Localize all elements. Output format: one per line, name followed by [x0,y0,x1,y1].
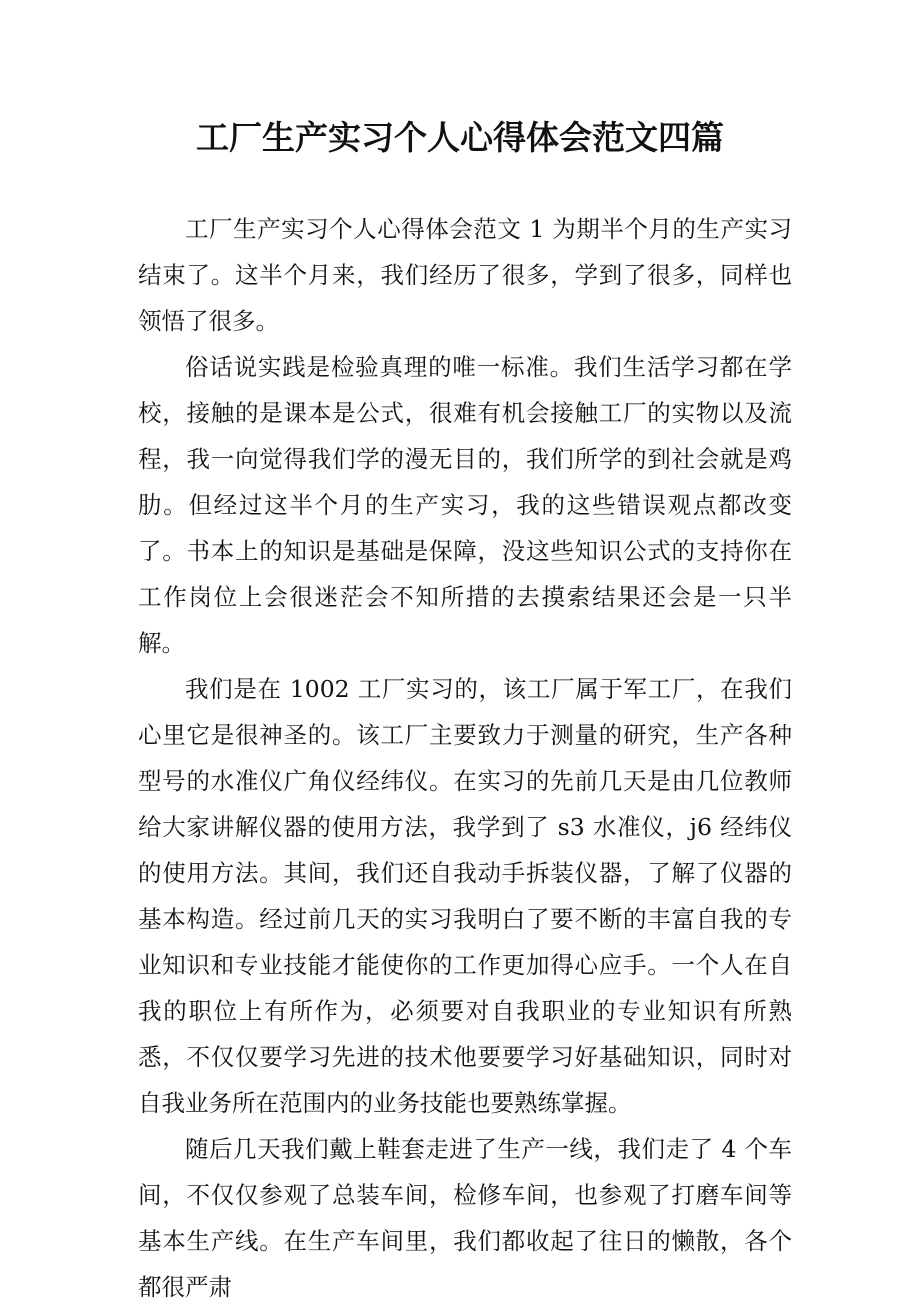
document-body [138,206,792,1310]
paragraph-2: 俗话说实践是检验真理的唯一标准。我们生活学习都在学校，接触的是课本是公式，很难有机会接触工厂的实物以及流程，我一向觉得我们学的漫无目的，我们所学的到社会就是鸡肋。但经过这半个月的生产实习，我的这些错误观点都改变了。书本上的知识是基础是保障，没这些知识公式的支持你在工作岗位上会很迷茫会不知所措的去摸索结果还会是一只半解。 [138,353,792,657]
paragraph-1: 工厂生产实习个人心得体会范文 1 为期半个月的生产实习结束了。这半个月来，我们经历了很多，学到了很多，同样也领悟了很多。 [138,215,792,335]
paragraph-3: 我们是在 1002 工厂实习的，该工厂属于军工厂，在我们心里它是很神圣的。该工厂主要致力于测量的研究，生产各种型号的水准仪广角仪经纬仪。在实习的先前几天是由几位教师给大家讲解仪器的使用方法，我学到了 s3 水准仪，j6 经纬仪的使用方法。其间，我们还自我动手拆装仪器，了解了仪器的基本构造。经过前几天的实习我明白了要不断的丰富自我的专业知识和专业技能才能使你的工作更加得心应手。一个人在自我的职位上有所作为，必须要对自我职业的专业知识有所熟悉，不仅仅要学习先进的技术他要要学习好基础知识，同时对自我业务所在范围内的业务技能也要熟练掌握。 [138,675,792,1117]
paragraph-4: 随后几天我们戴上鞋套走进了生产一线，我们走了 4 个车间，不仅仅参观了总装车间，检修车间，也参观了打磨车间等基本生产线。在生产车间里，我们都收起了往日的懒散，各个都很严肃 [138,1135,792,1301]
document-title: 工厂生产实习个人心得体会范文四篇 [196,118,724,157]
